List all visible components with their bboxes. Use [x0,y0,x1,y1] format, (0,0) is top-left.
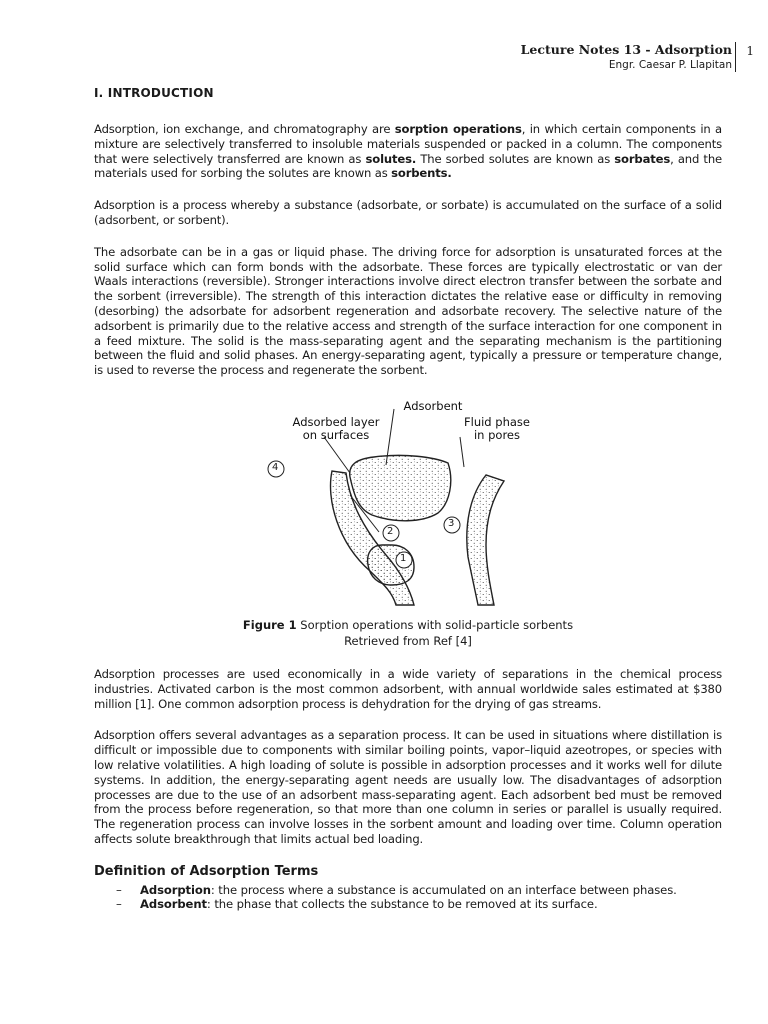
marker-3-label: 3 [448,517,455,529]
lecture-title: Lecture Notes 13 - Adsorption [520,42,732,57]
marker-4-label: 4 [272,461,279,473]
figure-caption-text: Sorption operations with solid-particle sorbents [296,617,574,632]
paragraph-driving-force: The adsorbate can be in a gas or liquid phase. The driving force for adsorption is unsaturated forces at the solid surface which can form bonds with the adsorbate. These forces are typically electrostatic or van der Waals interactions (reversible). Stronger interactions involve direct electron transfer between the sorbate and the sorbent (irreversible). The strength of this interaction dictates the relative ease or difficulty in removing (desorbing) the adsorbate for adsorbent regeneration and adsorbate recovery. The selective nature of the adsorbent is primarily due to the relative access and strength of the surface interaction for one component in a feed mixture. The solid is the mass-separating agent and the separating mechanism is the partitioning between the fluid and solid phases. An energy-separating agent, typically a pressure or temperature change, is used to reverse the process and regenerate the sorbent. [94,244,722,378]
label-adsorbent: Adsorbent [403,398,463,413]
author-name: Engr. Caesar P. Llapitan [608,59,732,71]
definition-text: : the process where a substance is accumulated on an interface between phases. [210,882,677,897]
document-body [94,86,722,912]
paragraph-adsorption-definition: Adsorption is a process whereby a substance (adsorbate, or sorbate) is accumulated on the surface of a solid (adsorbent, or sorbent). [94,198,722,227]
section-title: I. INTRODUCTION [94,86,214,100]
definition-item [94,883,722,898]
term-solutes: solutes. [365,151,417,166]
definition-term: Adsorbent [140,897,207,912]
definition-item [94,897,722,912]
marker-1-label: 1 [400,552,407,564]
definitions-heading: Definition of Adsorption Terms [94,863,319,879]
header-divider [735,42,736,72]
adsorbent-particle-large [350,455,451,520]
adsorbed-layer-pointer [324,437,350,473]
p1-text-4: , and the materials used for sorbing the solutes are known as [94,151,723,181]
figure-caption [94,617,722,649]
definition-term: Adsorption [140,882,211,897]
paragraph-economic-use: Adsorption processes are used economically in a wide variety of separations in the chemical process industries. Activated carbon is the most common adsorbent, with annual worldwide sales estimated at $380 million [1]. One common adsorption process is dehydration for the drying of gas streams. [94,666,722,711]
label-adsorbed-layer: Adsorbed layer on surfaces [292,414,380,442]
definition-text: : the phase that collects the substance to be removed at its surface. [206,897,598,912]
paragraph-advantages: Adsorption offers several advantages as a separation process. It can be used in situations where distillation is difficult or impossible due to components with similar boiling points, vapor–liquid azeotropes, or species with low relative volatilities. A high loading of solute is possible in adsorption processes and it works well for dilute systems. In addition, the energy-separating agent needs are usually low. The disadvantages of adsorption processes are due to the use of an adsorbent mass-separating agent. Each adsorbent bed must be removed from the process before regeneration, so that more than one column in series or parallel is usually required. The regeneration process can involve losses in the sorbent amount and loading over time. Column operation affects solute breakthrough that limits actual bed loading. [94,728,722,846]
p1-text-1: Adsorption, ion exchange, and chromatography are [94,122,395,136]
p1-text-3: The sorbed solutes are known as [416,151,615,166]
marker-2-label: 2 [387,525,394,537]
term-sorption-operations: sorption operations [394,122,522,136]
figure-caption-number: Figure 1 [242,617,297,632]
figure-sorption-diagram [94,395,722,617]
label-fluid-phase: Fluid phase in pores [464,414,530,442]
adsorbent-particle-right [467,475,504,605]
page-number: 1 [746,44,754,58]
list-dash: – [116,897,122,912]
definitions-list [94,883,722,912]
paragraph-sorption-operations [94,122,722,181]
page-header [521,42,732,73]
term-sorbates: sorbates [614,151,671,166]
list-dash: – [116,882,122,897]
figure-caption-source: Retrieved from Ref [4] [344,633,472,648]
term-sorbents: sorbents. [391,166,452,181]
p1-text-2: , in which certain components in a mixture are selectively transferred to insoluble materials suspended or packed in a column. The components that were selectively transferred are known as [94,122,723,166]
